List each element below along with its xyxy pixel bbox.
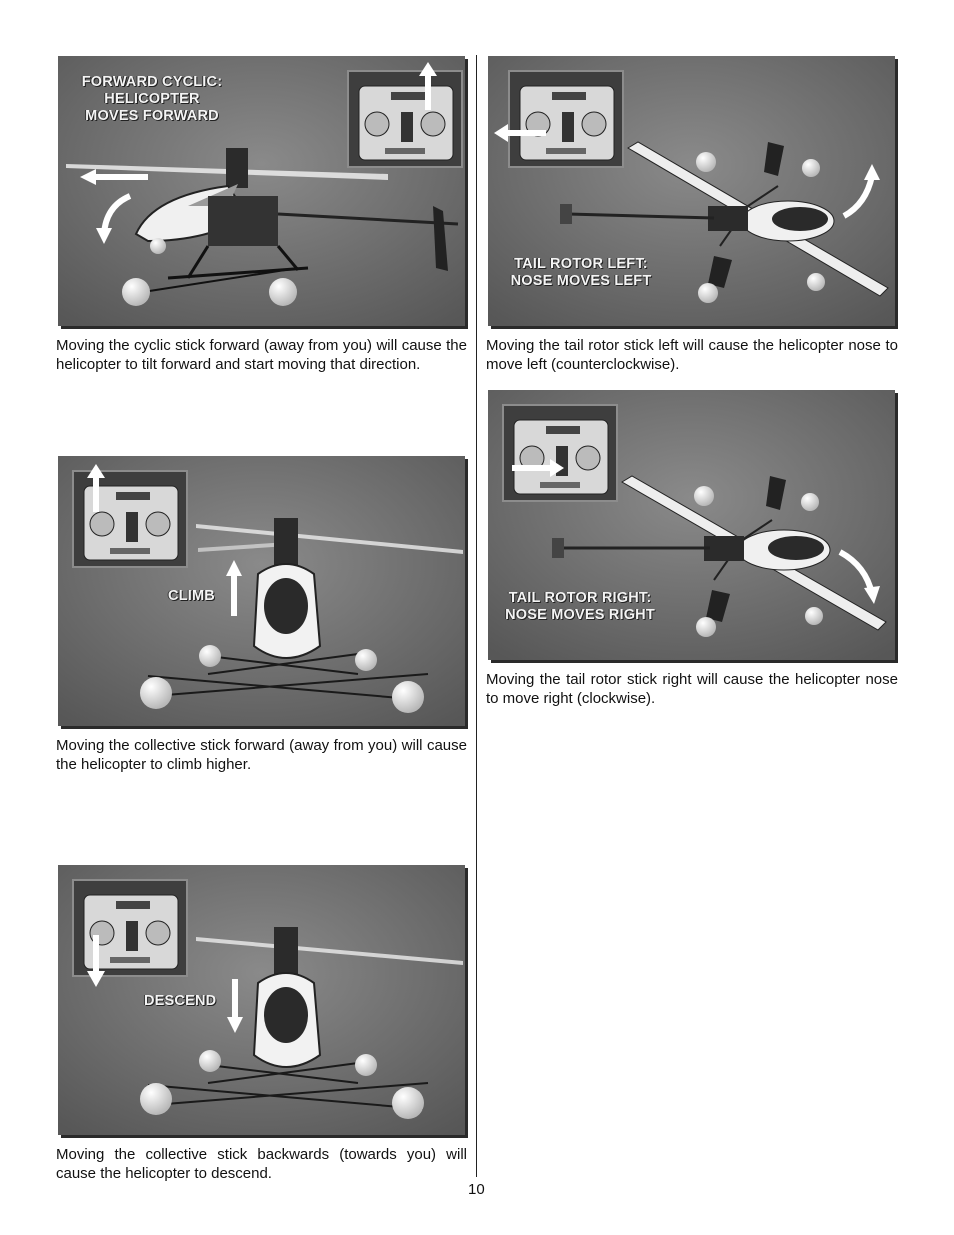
- overlay-descend: DESCEND: [144, 993, 217, 1009]
- photo-descend: [58, 865, 465, 1135]
- caption-tail-rotor-right: Moving the tail rotor stick right will cause the helicopter nose to move right (clockwise).: [486, 671, 898, 707]
- stick-arrow-down-icon: [86, 935, 106, 987]
- caption-forward-cyclic: Moving the cyclic stick forward (away from you) will cause the helicopter to tilt forward and start moving that direction.: [56, 337, 467, 373]
- photo-climb: [58, 456, 465, 726]
- photo-tail-rotor-right: [488, 390, 895, 660]
- column-divider: [476, 55, 477, 1177]
- photo-forward-cyclic: [58, 56, 465, 326]
- caption-climb: Moving the collective stick forward (away from you) will cause the helicopter to climb higher.: [56, 737, 467, 773]
- overlay-forward-cyclic: FORWARD CYCLIC: HELICOPTER MOVES FORWARD: [81, 74, 223, 124]
- transmitter-inset: [502, 404, 618, 502]
- transmitter-inset: [508, 70, 624, 168]
- stick-arrow-up-icon: [86, 464, 106, 514]
- overlay-tail-rotor-right: TAIL ROTOR RIGHT: NOSE MOVES RIGHT: [505, 590, 655, 623]
- caption-descend: Moving the collective stick backwards (towards you) will cause the helicopter to descend.: [56, 1146, 467, 1182]
- stick-arrow-up-icon: [418, 62, 438, 112]
- stick-arrow-left-icon: [494, 123, 546, 143]
- overlay-climb: CLIMB: [168, 588, 215, 604]
- transmitter-inset: [347, 70, 463, 168]
- stick-arrow-right-icon: [512, 458, 564, 478]
- photo-tail-rotor-left: [488, 56, 895, 326]
- page-number: 10: [468, 1181, 485, 1198]
- caption-tail-rotor-left: Moving the tail rotor stick left will cause the helicopter nose to move left (counterclockwise).: [486, 337, 898, 373]
- overlay-tail-rotor-left: TAIL ROTOR LEFT: NOSE MOVES LEFT: [510, 256, 652, 289]
